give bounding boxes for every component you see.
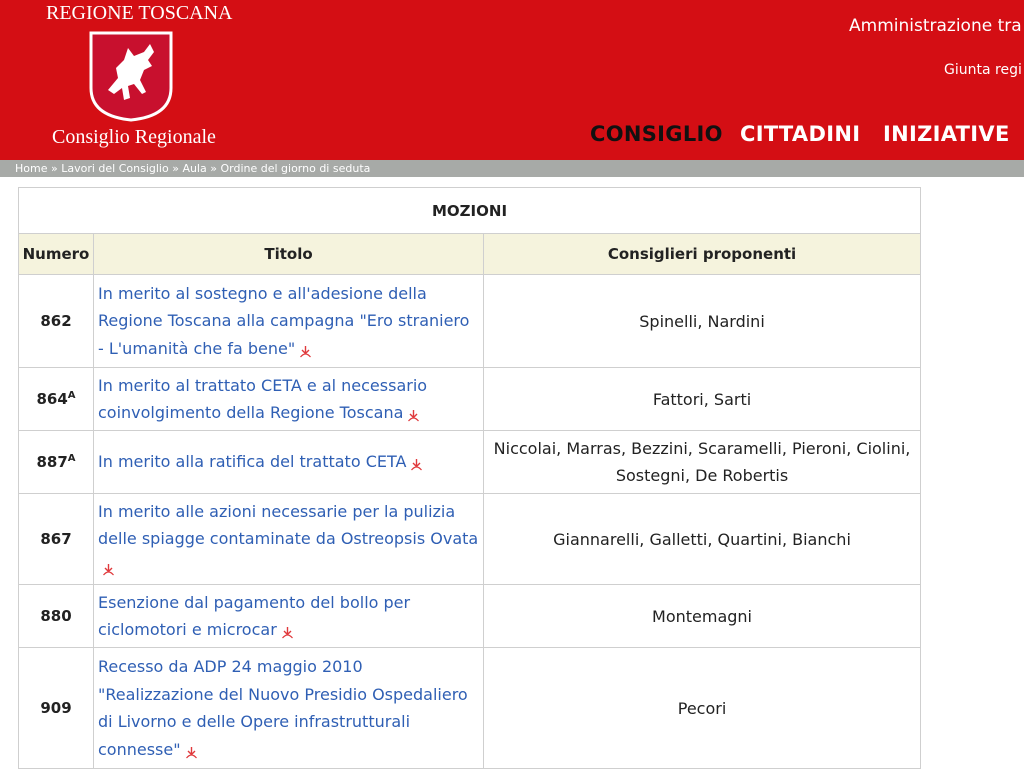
pdf-icon[interactable] (281, 626, 294, 639)
row-proponenti: Pecori (484, 648, 921, 769)
section-title: MOZIONI (19, 188, 921, 234)
site-header (0, 0, 1024, 160)
nav-iniziative[interactable]: INIZIATIVE (883, 122, 1010, 146)
column-header-numero: Numero (19, 234, 94, 275)
table-row (19, 648, 921, 769)
nav-cittadini[interactable]: CITTADINI (740, 122, 861, 146)
row-title-link[interactable]: In merito al trattato CETA e al necessario coinvolgimento della Regione Toscana (94, 368, 484, 431)
mozioni-table (18, 187, 921, 769)
row-number: 867 (19, 494, 94, 585)
logo-subtitle[interactable]: Consiglio Regionale (52, 126, 216, 148)
pdf-icon[interactable] (185, 746, 198, 759)
row-number: $864^A$ (19, 368, 94, 431)
row-number: 909 (19, 648, 94, 769)
breadcrumb (0, 160, 1024, 177)
breadcrumb-sep: » (210, 162, 217, 175)
row-number: $887^A$ (19, 431, 94, 494)
row-proponenti: Spinelli, Nardini (484, 275, 921, 368)
breadcrumb-sep: » (172, 162, 179, 175)
row-title-link[interactable]: Recesso da ADP 24 maggio 2010 "Realizzazione del Nuovo Presidio Ospedaliero di Livorno e delle Opere infrastrutturali connesse" (94, 648, 484, 769)
table-row (19, 585, 921, 648)
table-row (19, 275, 921, 368)
row-proponenti: Giannarelli, Galletti, Quartini, Bianchi (484, 494, 921, 585)
breadcrumb-lavori[interactable]: Lavori del Consiglio (61, 162, 169, 175)
row-title-link[interactable]: Esenzione dal pagamento del bollo per ciclomotori e microcar (94, 585, 484, 648)
breadcrumb-aula[interactable]: Aula (182, 162, 207, 175)
pegasus-shield-icon[interactable] (88, 30, 174, 122)
table-row (19, 368, 921, 431)
row-title-link[interactable]: In merito al sostegno e all'adesione della Regione Toscana alla campagna "Ero straniero - L'umanità che fa bene" (94, 275, 484, 368)
row-title-link[interactable]: In merito alle azioni necessarie per la pulizia delle spiagge contaminate da Ostreopsis Ovata (94, 494, 484, 585)
column-header-proponenti: Consiglieri proponenti (484, 234, 921, 275)
mozioni-table-wrap (18, 187, 920, 769)
row-title-link[interactable]: In merito alla ratifica del trattato CETA (94, 431, 484, 494)
logo-title[interactable]: REGIONE TOSCANA (46, 2, 233, 24)
pdf-icon[interactable] (299, 345, 312, 358)
row-proponenti: Fattori, Sarti (484, 368, 921, 431)
breadcrumb-ordine: Ordine del giorno di seduta (220, 162, 371, 175)
row-number: 880 (19, 585, 94, 648)
admin-link[interactable]: Amministrazione tra (849, 16, 1022, 36)
pdf-icon[interactable] (407, 409, 420, 422)
pdf-icon[interactable] (410, 458, 423, 471)
main-nav (0, 122, 1024, 152)
breadcrumb-sep: » (50, 162, 58, 175)
nav-consiglio[interactable]: CONSIGLIO (590, 122, 723, 146)
table-row (19, 431, 921, 494)
table-row (19, 494, 921, 585)
breadcrumb-home[interactable]: Home (15, 162, 48, 175)
column-header-titolo: Titolo (94, 234, 484, 275)
row-proponenti: Montemagni (484, 585, 921, 648)
pdf-icon[interactable] (102, 563, 115, 576)
row-proponenti: Niccolai, Marras, Bezzini, Scaramelli, Pieroni, Ciolini, Sostegni, De Robertis (484, 431, 921, 494)
row-number: 862 (19, 275, 94, 368)
giunta-link[interactable]: Giunta regi (944, 62, 1022, 78)
